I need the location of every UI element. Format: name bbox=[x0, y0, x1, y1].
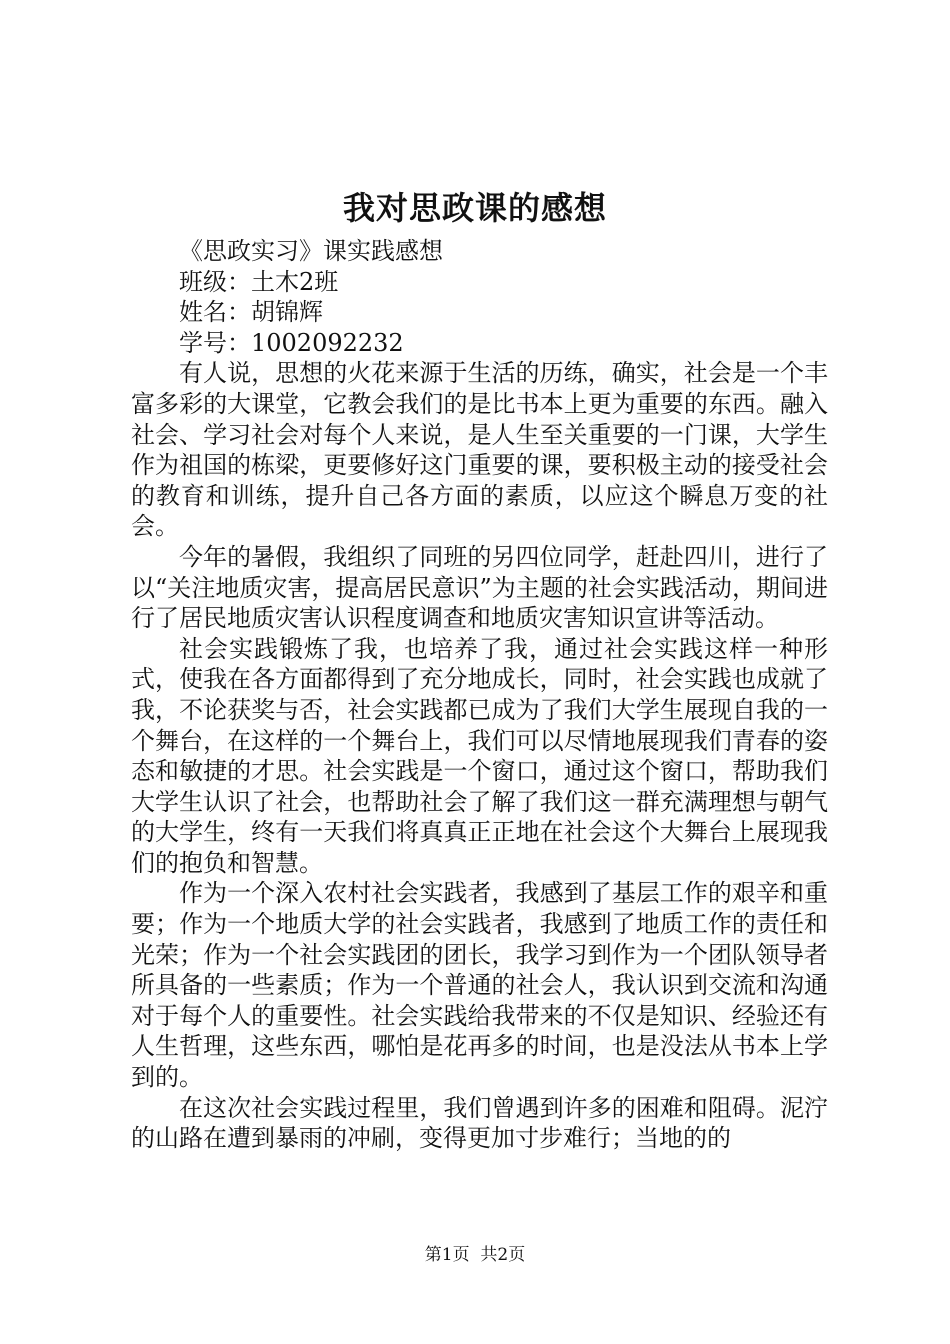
paragraph: 在这次社会实践过程里，我们曾遇到许多的困难和阻碍。泥泞的山路在遭到暴雨的冲刷，变得更加寸步难行；当地的的 bbox=[131, 1093, 828, 1153]
paragraph: 作为一个深入农村社会实践者，我感到了基层工作的艰辛和重要；作为一个地质大学的社会实践者，我感到了地质工作的责任和光荣；作为一个社会实践团的团长，我学习到作为一个团队领导者所具备的一些素质；作为一个普通的社会人，我认识到交流和沟通对于每个人的重要性。社会实践给我带来的不仅是知识、经验还有人生哲理，这些东西，哪怕是花再多的时间，也是没法从书本上学到的。 bbox=[131, 879, 828, 1092]
paragraph: 今年的暑假，我组织了同班的另四位同学，赶赴四川，进行了以“关注地质灾害，提高居民意识”为主题的社会实践活动，期间进行了居民地质灾害认识程度调查和地质灾害知识宣讲等活动。 bbox=[131, 542, 828, 633]
paragraph: 社会实践锻炼了我，也培养了我，通过社会实践这样一种形式，使我在各方面都得到了充分地成长，同时，社会实践也成就了我，不论获奖与否，社会实践都已成为了我们大学生展现自我的一个舞台，在这样的一个舞台上，我们可以尽情地展现我们青春的姿态和敏捷的才思。社会实践是一个窗口，通过这个窗口，帮助我们大学生认识了社会，也帮助社会了解了我们这一群充满理想与朝气的大学生，终有一天我们将真真正正地在社会这个大舞台上展现我们的抱负和智慧。 bbox=[131, 634, 828, 877]
course-line: 《思政实习》课实践感想 bbox=[179, 237, 443, 265]
page-footer: 第1页 共2页 bbox=[424, 1245, 526, 1265]
paragraph: 有人说，思想的火花来源于生活的历练，确实，社会是一个丰富多彩的大课堂，它教会我们的是比书本上更为重要的东西。融入社会、学习社会对每个人来说，是人生至关重要的一门课，大学生作为祖国的栋梁，更要修好这门重要的课，要积极主动的接受社会的教育和训练，提升自己各方面的素质，以应这个瞬息万变的社会。 bbox=[131, 359, 828, 541]
name-line: 姓名：胡锦辉 bbox=[179, 298, 323, 327]
class-line: 班级：土木2班 bbox=[179, 267, 339, 296]
student-id-line: 学号：1002092232 bbox=[179, 328, 404, 357]
page-title: 我对思政课的感想 bbox=[342, 189, 607, 227]
document-body bbox=[131, 236, 828, 1154]
